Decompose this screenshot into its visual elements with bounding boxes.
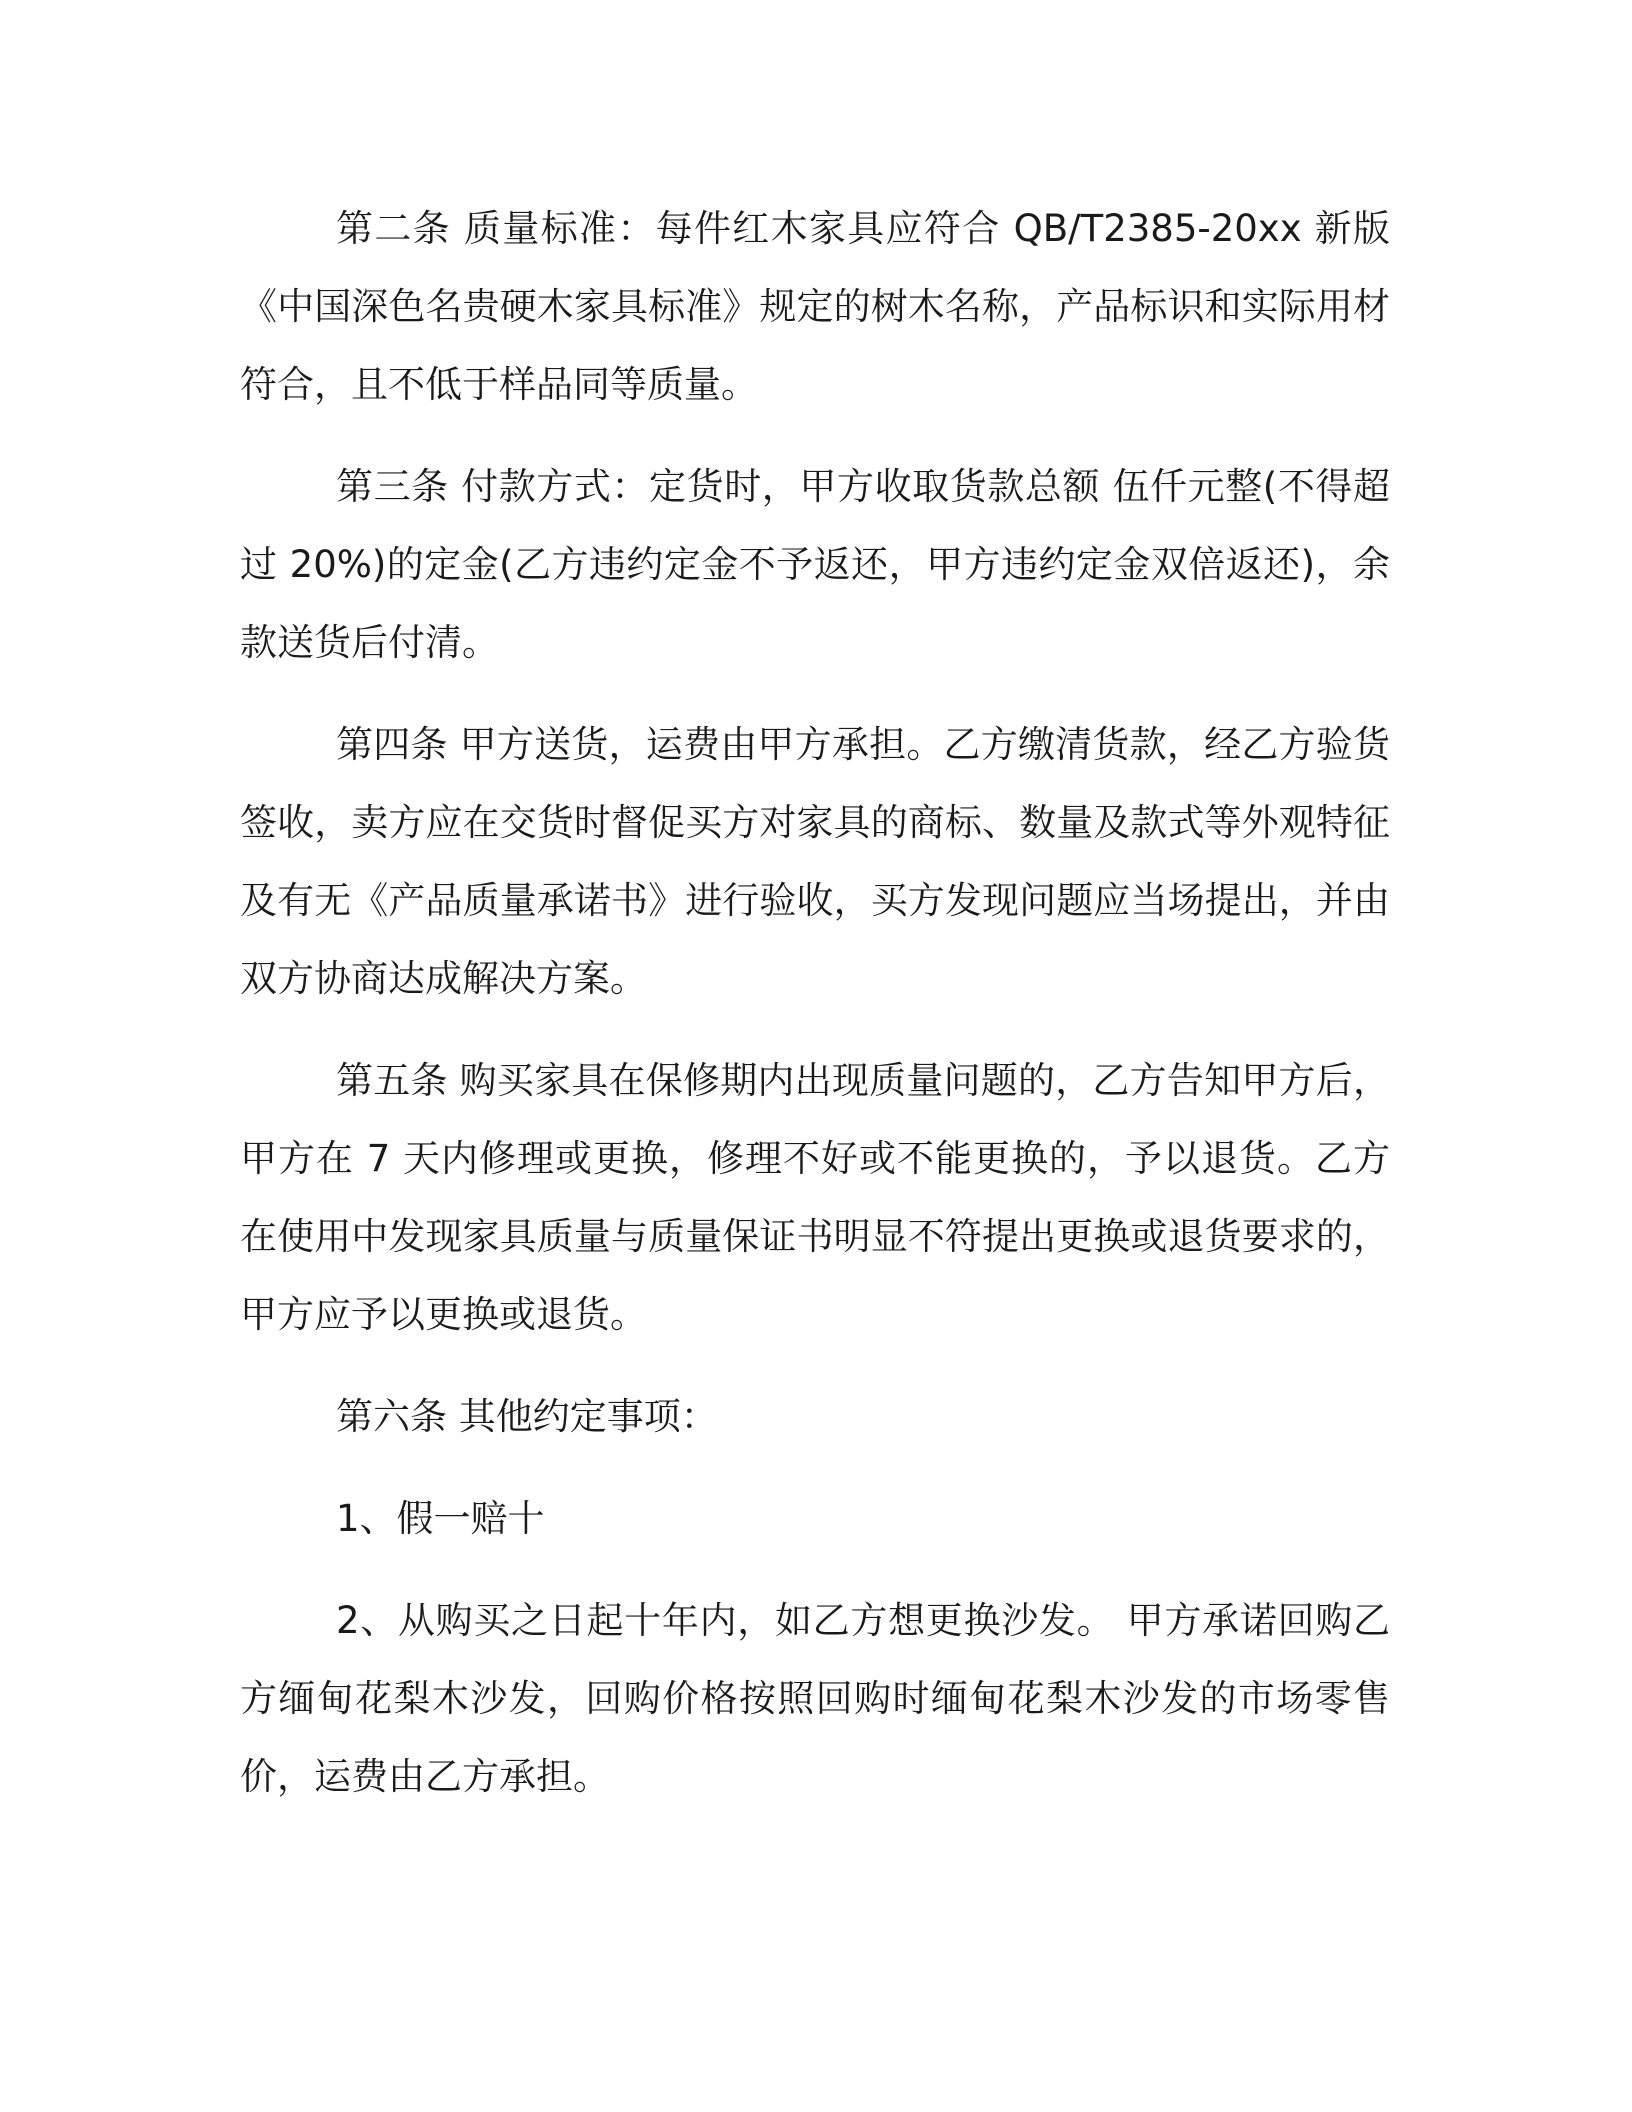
- term-2: 2、从购买之日起十年内，如乙方想更换沙发。 甲方承诺回购乙方缅甸花梨木沙发，回购价格按照回购时缅甸花梨木沙发的市场零售价，运费由乙方承担。: [240, 1599, 1390, 1798]
- term-1: 1、假一赔十: [336, 1497, 545, 1540]
- document-body: [240, 190, 1390, 1840]
- article-3-payment-method: 第三条 付款方式：定货时，甲方收取货款总额 伍仟元整(不得超过 20%)的定金(乙方违约定金不予返还，甲方违约定金双倍返还)，余款送货后付清。: [240, 465, 1390, 664]
- article-4-delivery: 第四条 甲方送货，运费由甲方承担。乙方缴清货款，经乙方验货签收，卖方应在交货时督促买方对家具的商标、数量及款式等外观特征及有无《产品质量承诺书》进行验收，买方发现问题应当场提出，并由双方协商达成解决方案。: [240, 723, 1390, 1000]
- article-2-quality-standard: 第二条 质量标准：每件红木家具应符合 QB/T2385-20xx 新版《中国深色名贵硬木家具标准》规定的树木名称，产品标识和实际用材符合，且不低于样品同等质量。: [240, 207, 1390, 406]
- article-6-other-terms: 第六条 其他约定事项：: [336, 1395, 718, 1438]
- article-5-warranty: 第五条 购买家具在保修期内出现质量问题的，乙方告知甲方后，甲方在 7 天内修理或更换，修理不好或不能更换的，予以退货。乙方在使用中发现家具质量与质量保证书明显不符提出更换或退货要求的，甲方应予以更换或退货。: [240, 1059, 1390, 1336]
